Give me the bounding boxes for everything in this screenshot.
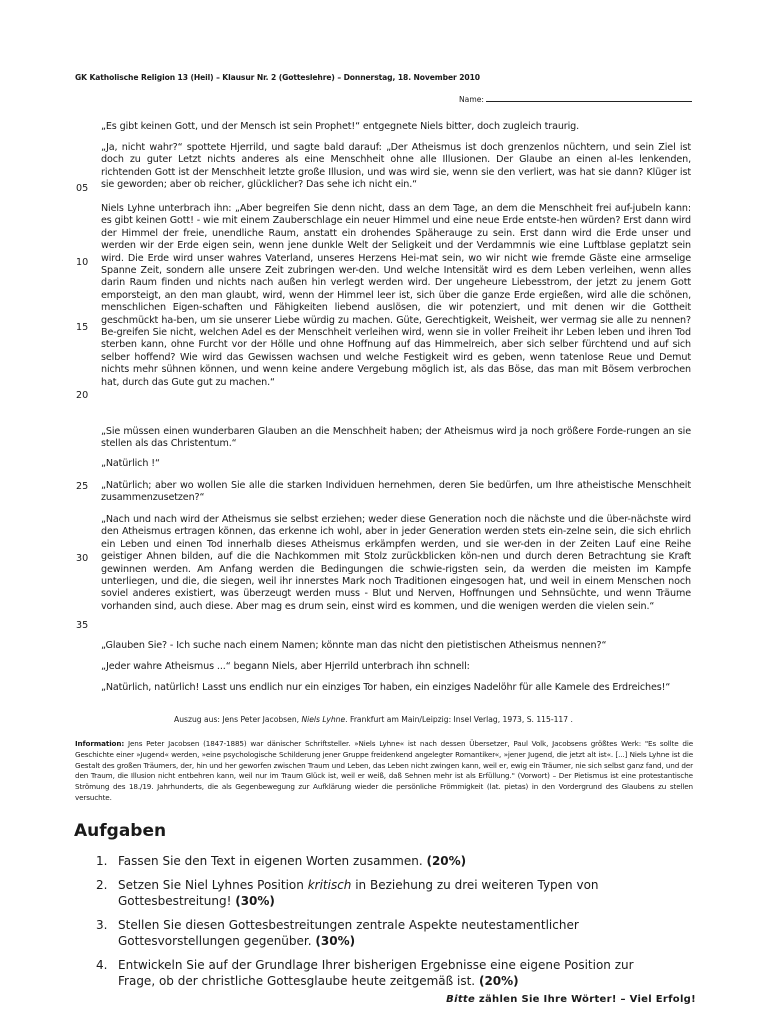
name-field[interactable] (459, 95, 692, 104)
closing-emphasis: Bitte (446, 994, 476, 1005)
text-paragraph: „Jeder wahre Atheismus ...“ begann Niels, aber Hjerrild unterbrach ihn schnell: (101, 661, 470, 672)
text-paragraph: „Glauben Sie? - Ich suche nach einem Namen; könnte man das nicht den pietistischen Atheismus nennen?“ (101, 640, 607, 651)
citation-prefix: Auszug aus: Jens Peter Jacobsen, (174, 715, 300, 724)
text-paragraph: „Natürlich !“ (101, 458, 160, 469)
name-label: Name: (459, 95, 484, 104)
information-lead: Information: (75, 739, 125, 748)
name-underline (486, 100, 692, 102)
exam-header: GK Katholische Religion 13 (Heil) – Klausur Nr. 2 (Gotteslehre) – Donnerstag, 18. November 2010 (75, 73, 480, 82)
line-number: 35 (76, 620, 89, 631)
text-paragraph: „Sie müssen einen wunderbaren Glauben an die Menschheit haben; der Atheismus wird ja noch größere Forde-rungen an sie stellen als das Christentum.“ (101, 426, 691, 450)
information-box (75, 739, 693, 804)
tasks-heading: Aufgaben (74, 821, 167, 841)
closing-text: zählen Sie Ihre Wörter! – Viel Erfolg! (475, 994, 696, 1005)
line-number: 15 (76, 322, 89, 333)
text-paragraph: „Es gibt keinen Gott, und der Mensch ist sein Prophet!“ entgegnete Niels bitter, doch zugleich traurig. (101, 121, 580, 132)
task-number: 2. (96, 877, 108, 892)
task-item (96, 957, 656, 990)
text-paragraph: Niels Lyhne unterbrach ihn: „Aber begreifen Sie denn nicht, dass an dem Tage, an dem die Menschheit frei auf-jubeln kann: es gibt keinen Gott! - wie mit einem Zauberschlage ein neuer Himmel und eine neue Erde entste-hen würden? Erst dann wird der Himmel der freie, unendliche Raum, anstatt ein drohendes Späherauge zu sein. Erst dann wird die Erde unser und werden wir der Erde eigen sein, wenn jene dunkle Welt der Seligkeit und der Verdammnis wie eine Luftblase geplatzt sein wird. Die Erde wird unser wahres Vaterland, unseres Herzens Hei-mat sein, wo wir nicht wie fremde Gäste eine armselige Spanne Zeit, sondern alle unsere Zeit zubringen wer-den. Und welche Intensität wird es dem Leben verleihen, wenn alles darin Raum finden und nichts nach außen hin verlegt werden wird. Der ungeheure Liebesstrom, der jetzt zu jenem Gott emporsteigt, an den man glaubt, wird, wenn der Himmel leer ist, sich über die ganze Erde ergießen, wird alle die schönen, menschlichen Eigen-schaften und Fähigkeiten liebend auslösen, die wir potenziert, und mit denen wir die Gottheit geschmückt ha-ben, um sie unserer Liebe würdig zu machen. Güte, Gerechtigkeit, Weisheit, wer vermag sie alle zu nennen? Be-greifen Sie nicht, welchen Adel es der Menschheit verleihen wird, wenn sie in voller Freiheit ihr Leben leben und ihren Tod sterben kann, ohne Furcht vor der Hölle und ohne Hoffnung auf das Himmelreich, aber sich selber fürchtend und auf sich selber hoffend? Wie wird das Gewissen wachsen und welche Festigkeit wird es geben, wenn tatenlose Reue und Demut nichts mehr sühnen können, und wenn keine andere Vergebung möglich ist, als das Böse, das man mit Bösem verbrochen hat, durch das Gute gut zu machen.“ (101, 203, 691, 388)
task-text: Fassen Sie den Text in eigenen Worten zusammen. (118, 854, 423, 868)
citation-suffix: . Frankfurt am Main/Leipzig: Insel Verlag, 1973, S. 115-117 . (345, 715, 573, 724)
text-paragraph: „Natürlich, natürlich! Lasst uns endlich nur ein einziges Tor haben, ein einziges Nadelöhr für alle Kamele des Erdreiches!“ (101, 682, 671, 693)
task-item (96, 877, 656, 910)
task-text: Setzen Sie Niel Lyhnes Position (118, 877, 308, 892)
task-emphasis: kritisch (307, 877, 352, 892)
task-number: 1. (96, 854, 108, 868)
task-text: Stellen Sie diesen Gottesbestreitungen zentrale Aspekte neutestamentlicher Gottesvorstellungen gegenüber. (118, 917, 579, 948)
text-paragraph: „Nach und nach wird der Atheismus sie selbst erziehen; weder diese Generation noch die nächste und die über-nächste wird den Atheismus ertragen können, das erkenne ich wohl, aber in jeder Generation werden stets ein-zelne sein, die sich ehrlich ein Leben und einen Tod innerhalb dieses Atheismus erkämpfen werden, und sie wer-den in der Zeiten Lauf eine Reihe geistiger Ahnen bilden, auf die die Nachkommen mit Stolz zurückblicken kön-nen und durch deren Betrachtung sie Kraft gewinnen werden. Am Anfang werden die Bedingungen die schwie-rigsten sein, da werden die meisten im Kampfe unterliegen, und die, die siegen, weil ihr innerstes Mark noch Traditionen eingesogen hat, und weil in einem Menschen noch soviel anderes existiert, was überzeugt werden muss - Blut und Nerven, Hoffnungen und Sehnsüchte, und wenn Träume vorhanden sind, auch diese. Aber mag es drum sein, einst wird es kommen, und die wenigen werden die vielen sein.“ (101, 514, 691, 612)
line-number: 30 (76, 553, 89, 564)
citation-book-title: Niels Lyhne (301, 715, 346, 724)
task-item (96, 853, 656, 870)
line-number: 10 (76, 257, 89, 268)
task-text: Entwickeln Sie auf der Grundlage Ihrer bisherigen Ergebnisse eine eigene Position zur Frage, ob der christliche Gottesglaube heute zeitgemäß ist. (118, 957, 634, 988)
task-weight: (20%) (426, 854, 467, 868)
source-citation (174, 715, 573, 724)
task-number: 4. (96, 957, 108, 972)
task-weight: (30%) (315, 934, 356, 948)
closing-note (446, 994, 696, 1005)
task-item (96, 917, 656, 950)
line-number: 25 (76, 481, 89, 492)
task-weight: (20%) (478, 974, 519, 988)
task-weight: (30%) (235, 894, 275, 908)
line-number: 20 (76, 390, 89, 401)
information-body: Jens Peter Jacobsen (1847-1885) war dänischer Schriftsteller. »Niels Lyhne« ist nach dessen Übersetzer, Paul Volk, Jacobsens größtes Werk: "Es sollte die Geschichte einer »Jugend« werden, »eine psychologische Schilderung jener Gruppe freidenkend angelegter Romantiker«, »jener Jugend, die jetzt alt ist«. [...] Niels Lyhne ist die Gestalt des großen Träumers, der, hin und her geworfen zwischen Traum und Leben, das Leben nicht zwingen kann, weil er, ewig ein Träumer, nie sich selbst ganz fand, und der den Traum, die Illusion nicht entbehren kann, weil nur im Traum Glück ist, weil er weiß, daß Sehnen mehr ist als Erfüllung." (Vorwort) – Der Pietismus ist eine protestantische Strömung des 18./19. Jahrhunderts, die als Gegenbewegung zur Aufklärung wieder die persönliche Frömmigkeit (lat. pietas) in den Vordergrund des Glaubens zu stellen versuchte. (75, 739, 693, 802)
text-paragraph: „Natürlich; aber wo wollen Sie alle die starken Individuen hernehmen, deren Sie bedürfen, um Ihre atheistische Menschheit zusammenzusetzen?“ (101, 480, 691, 504)
task-text-continued: in Beziehung zu drei weiteren Typen von Gottesbestreitung! (118, 877, 599, 908)
line-number: 05 (76, 183, 89, 194)
text-paragraph: „Ja, nicht wahr?“ spottete Hjerrild, und sagte bald darauf: „Der Atheismus ist doch grenzenlos nüchtern, und sein Ziel ist doch zu guter Letzt nichts anderes als eine Menschheit ohne alle Illusionen. Der Glaube an einen al-les lenkenden, richtenden Gott ist der Menschheit letzte große Illusion, und was wird sie, wenn sie den verliert, was hat sie dann? Klüger ist sie geworden; aber ob reicher, glücklicher? Das sehe ich nicht ein.“ (101, 142, 691, 191)
task-list (96, 853, 656, 997)
task-number: 3. (96, 917, 108, 932)
